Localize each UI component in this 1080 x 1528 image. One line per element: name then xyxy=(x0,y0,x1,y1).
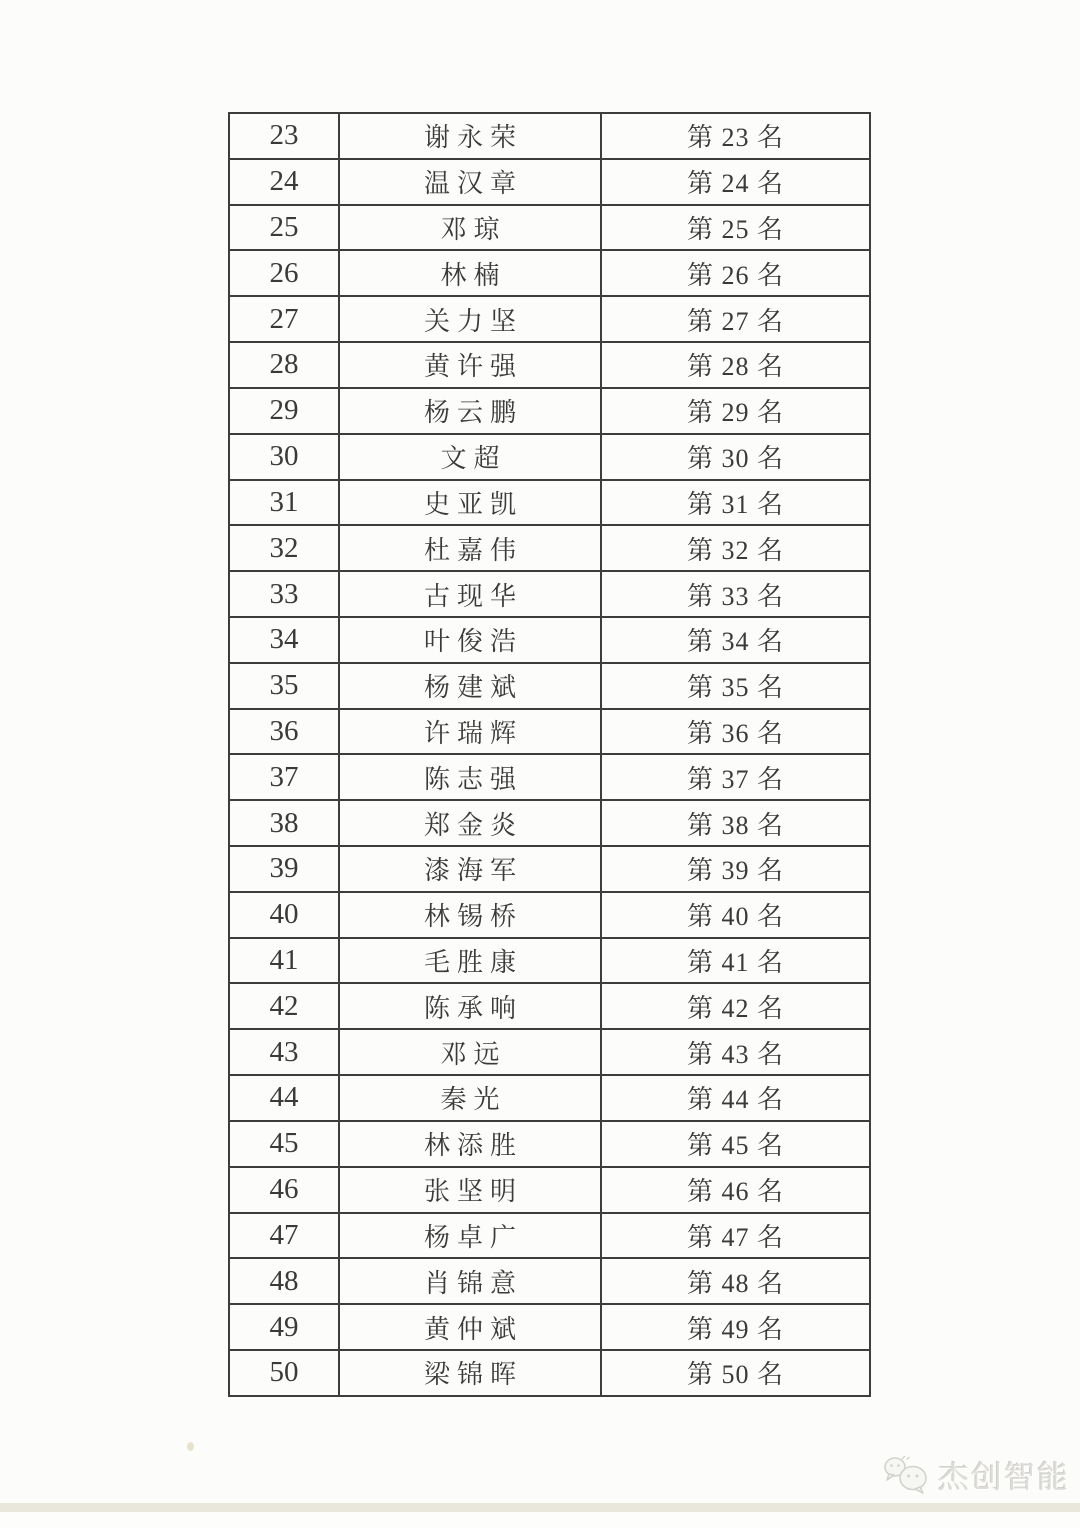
table-row xyxy=(229,1258,870,1304)
table-row xyxy=(229,800,870,846)
rank-label-cell: 第 50 名 xyxy=(601,1350,870,1396)
table-row xyxy=(229,205,870,251)
table-row xyxy=(229,983,870,1029)
rank-number-cell: 43 xyxy=(229,1029,339,1075)
scan-artifact-dot xyxy=(187,1442,194,1451)
table-row xyxy=(229,1167,870,1213)
candidate-name-cell: 关力坚 xyxy=(339,296,601,342)
rank-label-cell: 第 26 名 xyxy=(601,250,870,296)
candidate-name-cell: 毛胜康 xyxy=(339,938,601,984)
rank-number-cell: 49 xyxy=(229,1304,339,1350)
rank-label-cell: 第 30 名 xyxy=(601,434,870,480)
rank-label-cell: 第 43 名 xyxy=(601,1029,870,1075)
candidate-name-cell: 史亚凯 xyxy=(339,480,601,526)
rank-label-cell: 第 47 名 xyxy=(601,1213,870,1259)
rank-number-cell: 28 xyxy=(229,342,339,388)
table-row xyxy=(229,296,870,342)
rank-label-cell: 第 24 名 xyxy=(601,159,870,205)
rank-number-cell: 29 xyxy=(229,388,339,434)
rank-number-cell: 47 xyxy=(229,1213,339,1259)
candidate-name-cell: 林锡桥 xyxy=(339,892,601,938)
candidate-name-cell: 杨云鹏 xyxy=(339,388,601,434)
rank-label-cell: 第 23 名 xyxy=(601,113,870,159)
candidate-name-cell: 温汉章 xyxy=(339,159,601,205)
rank-label-cell: 第 46 名 xyxy=(601,1167,870,1213)
table-row xyxy=(229,571,870,617)
candidate-name-cell: 叶俊浩 xyxy=(339,617,601,663)
candidate-name-cell: 张坚明 xyxy=(339,1167,601,1213)
rank-label-cell: 第 28 名 xyxy=(601,342,870,388)
rank-number-cell: 34 xyxy=(229,617,339,663)
rank-number-cell: 35 xyxy=(229,663,339,709)
rank-label-cell: 第 36 名 xyxy=(601,709,870,755)
table-row xyxy=(229,846,870,892)
table-row xyxy=(229,525,870,571)
candidate-name-cell: 肖锦意 xyxy=(339,1258,601,1304)
table-row xyxy=(229,342,870,388)
table-row xyxy=(229,938,870,984)
rank-label-cell: 第 40 名 xyxy=(601,892,870,938)
candidate-name-cell: 邓远 xyxy=(339,1029,601,1075)
page-edge-shadow xyxy=(0,1503,1080,1512)
table-row xyxy=(229,159,870,205)
candidate-name-cell: 梁锦晖 xyxy=(339,1350,601,1396)
brand-watermark xyxy=(882,1452,1070,1497)
candidate-name-cell: 黄仲斌 xyxy=(339,1304,601,1350)
rank-label-cell: 第 35 名 xyxy=(601,663,870,709)
rank-number-cell: 48 xyxy=(229,1258,339,1304)
rank-number-cell: 23 xyxy=(229,113,339,159)
candidate-name-cell: 文超 xyxy=(339,434,601,480)
rank-label-cell: 第 49 名 xyxy=(601,1304,870,1350)
table-row xyxy=(229,434,870,480)
rank-number-cell: 30 xyxy=(229,434,339,480)
rank-number-cell: 42 xyxy=(229,983,339,1029)
rank-label-cell: 第 27 名 xyxy=(601,296,870,342)
rank-number-cell: 36 xyxy=(229,709,339,755)
candidate-name-cell: 郑金炎 xyxy=(339,800,601,846)
table-row xyxy=(229,709,870,755)
table-row xyxy=(229,480,870,526)
rank-number-cell: 33 xyxy=(229,571,339,617)
table-row xyxy=(229,1029,870,1075)
candidate-name-cell: 邓琼 xyxy=(339,205,601,251)
rank-number-cell: 50 xyxy=(229,1350,339,1396)
rank-number-cell: 39 xyxy=(229,846,339,892)
ranking-table-body xyxy=(229,113,870,1396)
rank-number-cell: 37 xyxy=(229,754,339,800)
rank-label-cell: 第 41 名 xyxy=(601,938,870,984)
rank-number-cell: 44 xyxy=(229,1075,339,1121)
rank-number-cell: 40 xyxy=(229,892,339,938)
table-row xyxy=(229,1350,870,1396)
candidate-name-cell: 陈承响 xyxy=(339,983,601,1029)
brand-name-text: 杰创智能 xyxy=(938,1460,1070,1495)
rank-number-cell: 41 xyxy=(229,938,339,984)
rank-number-cell: 31 xyxy=(229,480,339,526)
rank-label-cell: 第 33 名 xyxy=(601,571,870,617)
page-edge-below xyxy=(0,1512,1080,1528)
candidate-name-cell: 漆海军 xyxy=(339,846,601,892)
rank-label-cell: 第 44 名 xyxy=(601,1075,870,1121)
rank-number-cell: 45 xyxy=(229,1121,339,1167)
table-row xyxy=(229,892,870,938)
rank-label-cell: 第 34 名 xyxy=(601,617,870,663)
table-row xyxy=(229,754,870,800)
table-row xyxy=(229,250,870,296)
table-row xyxy=(229,1121,870,1167)
rank-label-cell: 第 39 名 xyxy=(601,846,870,892)
rank-number-cell: 46 xyxy=(229,1167,339,1213)
candidate-name-cell: 杨卓广 xyxy=(339,1213,601,1259)
rank-label-cell: 第 37 名 xyxy=(601,754,870,800)
rank-label-cell: 第 45 名 xyxy=(601,1121,870,1167)
rank-label-cell: 第 29 名 xyxy=(601,388,870,434)
candidate-name-cell: 杜嘉伟 xyxy=(339,525,601,571)
candidate-name-cell: 许瑞辉 xyxy=(339,709,601,755)
table-row xyxy=(229,617,870,663)
rank-label-cell: 第 38 名 xyxy=(601,800,870,846)
candidate-name-cell: 古现华 xyxy=(339,571,601,617)
candidate-name-cell: 谢永荣 xyxy=(339,113,601,159)
table-row xyxy=(229,113,870,159)
rank-label-cell: 第 32 名 xyxy=(601,525,870,571)
table-row xyxy=(229,1304,870,1350)
candidate-name-cell: 黄许强 xyxy=(339,342,601,388)
rank-number-cell: 38 xyxy=(229,800,339,846)
rank-number-cell: 24 xyxy=(229,159,339,205)
candidate-name-cell: 林楠 xyxy=(339,250,601,296)
candidate-name-cell: 陈志强 xyxy=(339,754,601,800)
ranking-table xyxy=(228,112,871,1397)
rank-number-cell: 25 xyxy=(229,205,339,251)
table-row xyxy=(229,1075,870,1121)
wechat-chat-bubbles-icon xyxy=(882,1455,932,1495)
table-row xyxy=(229,1213,870,1259)
rank-number-cell: 26 xyxy=(229,250,339,296)
rank-label-cell: 第 48 名 xyxy=(601,1258,870,1304)
candidate-name-cell: 杨建斌 xyxy=(339,663,601,709)
rank-number-cell: 32 xyxy=(229,525,339,571)
rank-label-cell: 第 31 名 xyxy=(601,480,870,526)
rank-label-cell: 第 25 名 xyxy=(601,205,870,251)
candidate-name-cell: 秦光 xyxy=(339,1075,601,1121)
rank-number-cell: 27 xyxy=(229,296,339,342)
rank-label-cell: 第 42 名 xyxy=(601,983,870,1029)
table-row xyxy=(229,663,870,709)
candidate-name-cell: 林添胜 xyxy=(339,1121,601,1167)
table-row xyxy=(229,388,870,434)
